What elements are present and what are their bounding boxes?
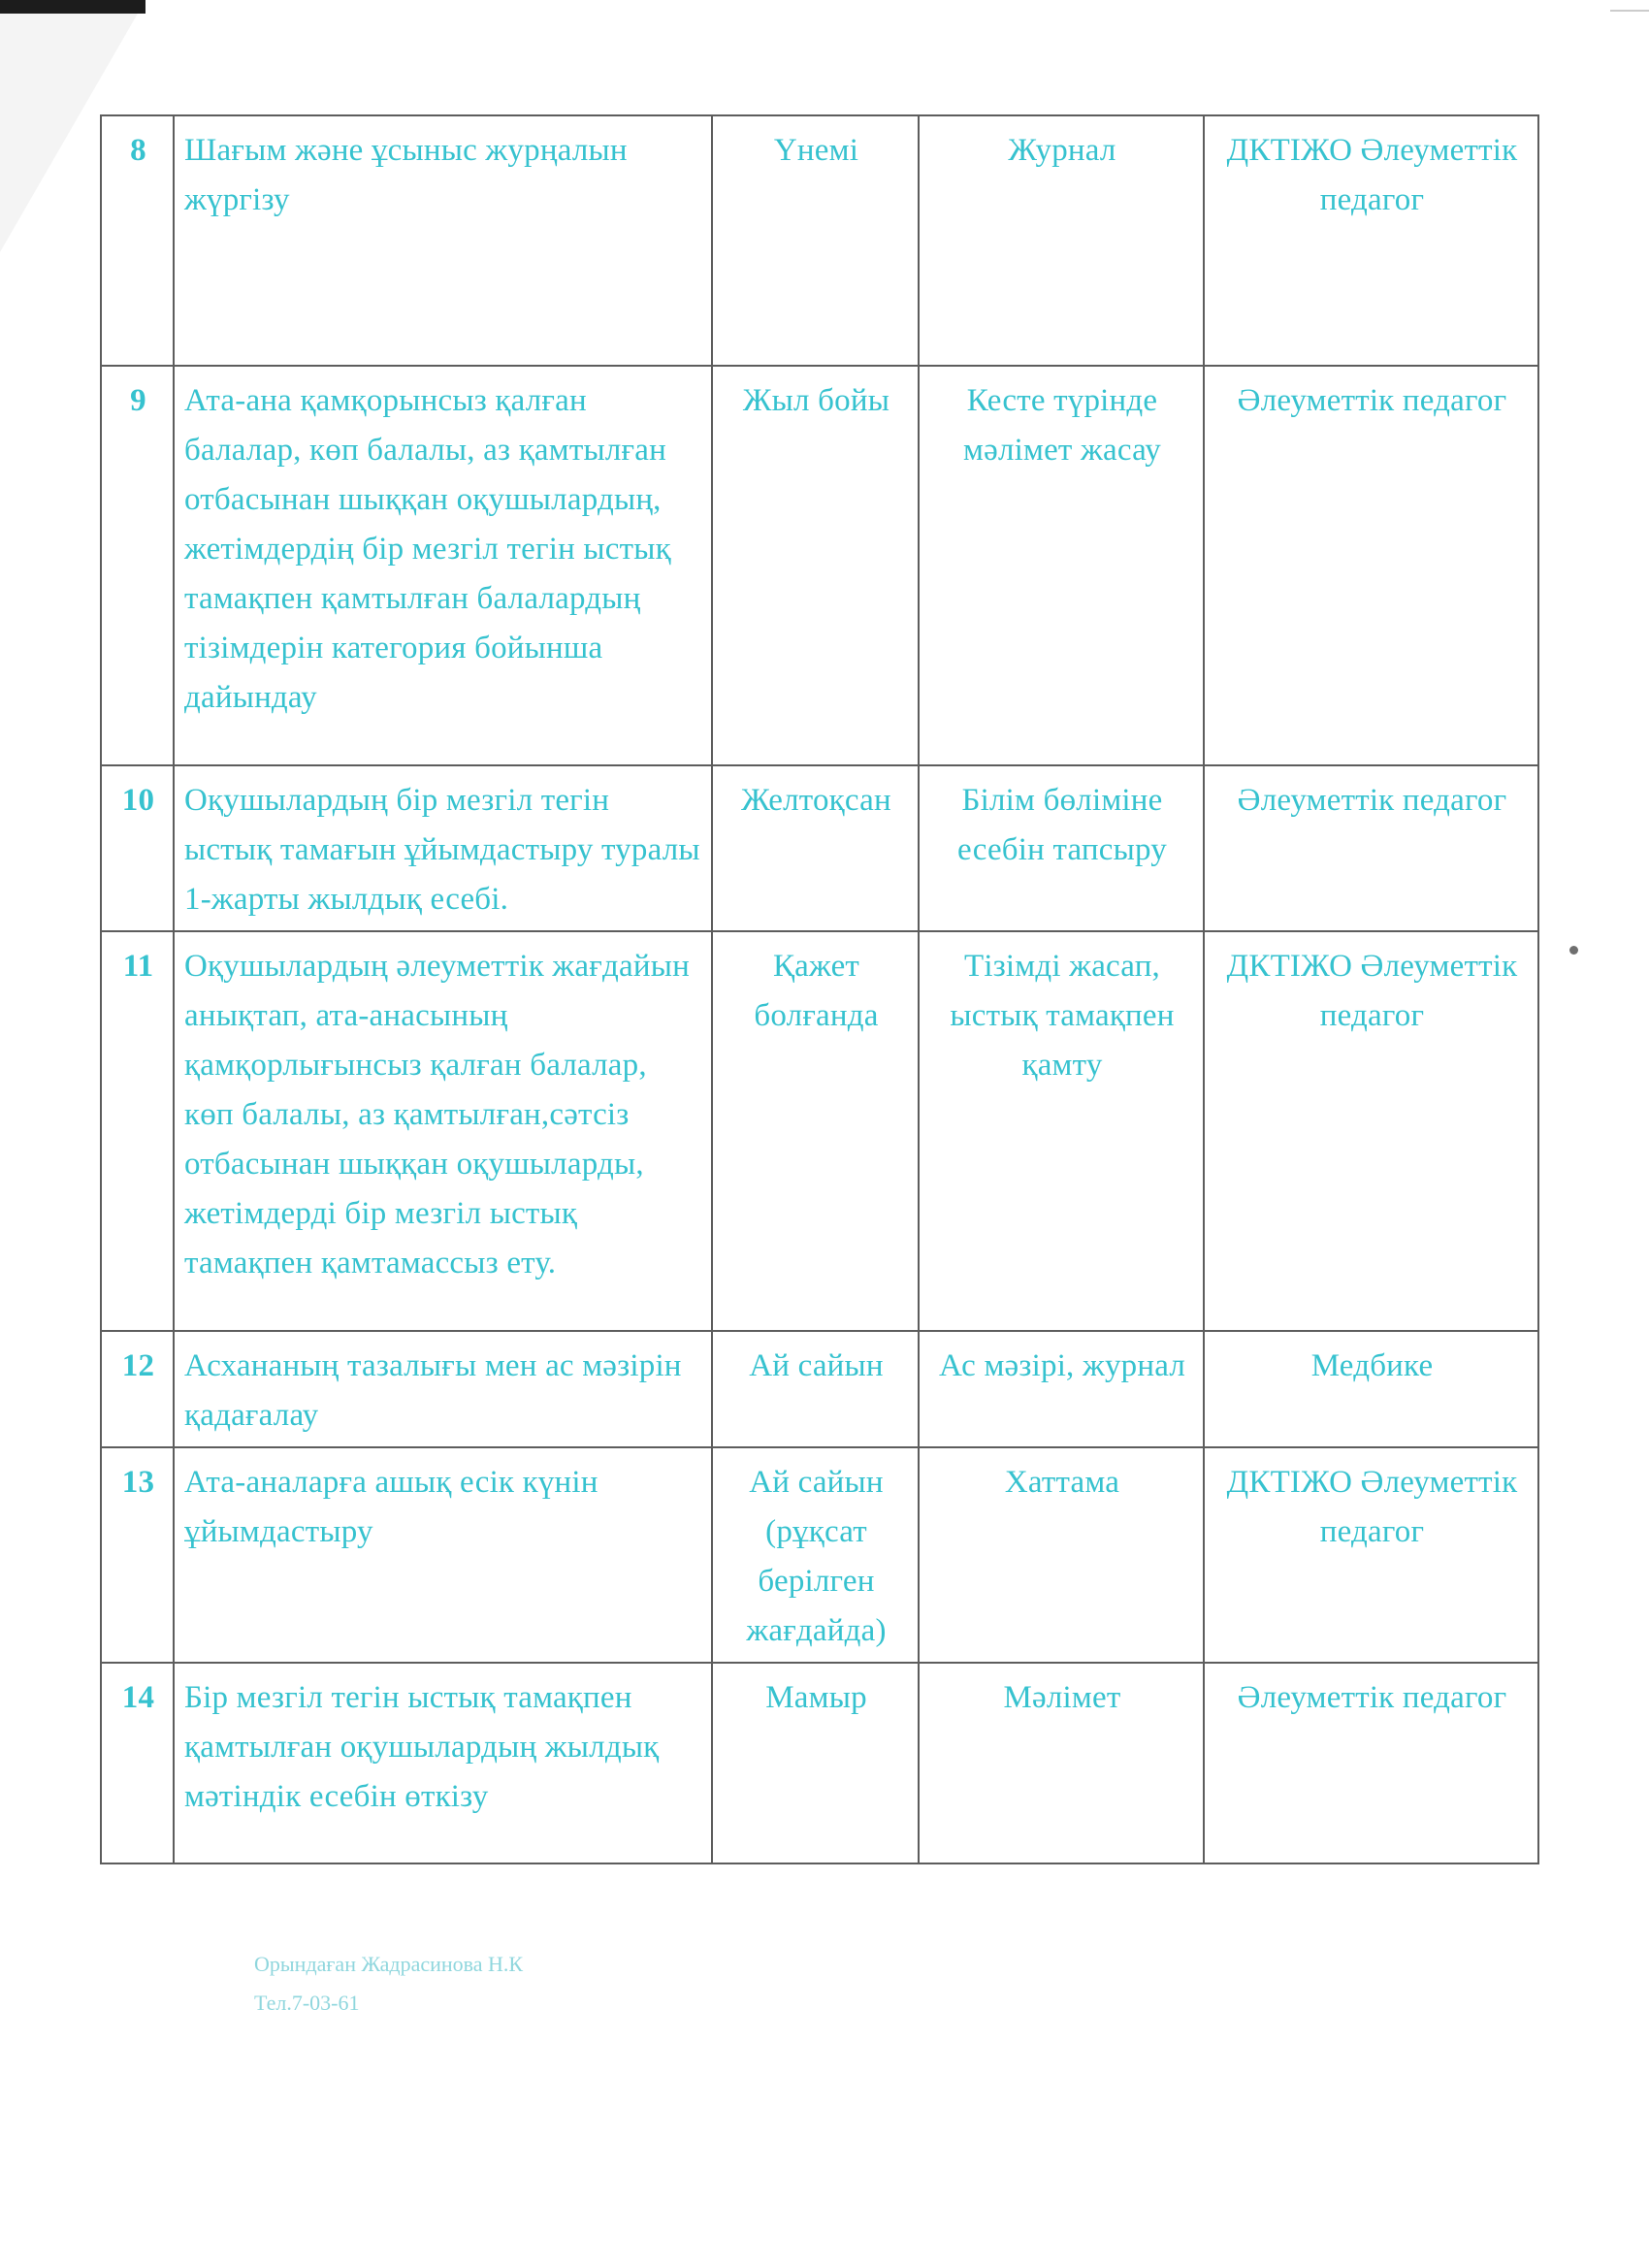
row-task: Бір мезгіл тегін ыстық тамақпен қамтылған оқушылардың жылдық мәтіндік есебін өткізу bbox=[174, 1663, 712, 1863]
row-when: Мамыр bbox=[712, 1663, 919, 1863]
scan-corner-mark bbox=[0, 0, 146, 14]
plan-table bbox=[100, 114, 1539, 1864]
table-row bbox=[101, 1447, 1538, 1663]
row-number: 10 bbox=[101, 765, 174, 931]
row-number: 11 bbox=[101, 931, 174, 1331]
table-row bbox=[101, 115, 1538, 366]
row-form: Тізімді жасап, ыстық тамақпен қамту bbox=[919, 931, 1204, 1331]
performer-line: Орындаған Жадрасинова Н.К bbox=[254, 1952, 524, 1976]
table-row bbox=[101, 366, 1538, 765]
row-responsible: Медбике bbox=[1204, 1331, 1538, 1447]
row-task: Ата-ана қамқорынсыз қалған балалар, көп балалы, аз қамтылған отбасынан шыққан оқушылардың, жетімдердің бір мезгіл тегін ыстық тамақпен қамтылған балалардың тізімдерін категория бойынша дайындау bbox=[174, 366, 712, 765]
row-when: Үнемі bbox=[712, 115, 919, 366]
scan-speck bbox=[1569, 946, 1578, 955]
table-row bbox=[101, 765, 1538, 931]
row-task: Ата-аналарға ашық есік күнін ұйымдастыру bbox=[174, 1447, 712, 1663]
row-when: Ай сайын (рұқсат берілген жағдайда) bbox=[712, 1447, 919, 1663]
row-task: Оқушылардың әлеуметтік жағдайын анықтап, ата-анасының қамқорлығынсыз қалған балалар, көп балалы, аз қамтылған,сәтсіз отбасынан шыққан оқушыларды, жетімдерді бір мезгіл ыстық тамақпен қамтамассыз ету. bbox=[174, 931, 712, 1331]
row-responsible: ДКТІЖО Әлеуметтік педагог bbox=[1204, 115, 1538, 366]
row-responsible: ДКТІЖО Әлеуметтік педагог bbox=[1204, 1447, 1538, 1663]
signature-block bbox=[254, 1945, 523, 2023]
row-form: Білім бөліміне есебін тапсыру bbox=[919, 765, 1204, 931]
row-form: Хаттама bbox=[919, 1447, 1204, 1663]
row-responsible: ДКТІЖО Әлеуметтік педагог bbox=[1204, 931, 1538, 1331]
row-form: Ас мәзірі, журнал bbox=[919, 1331, 1204, 1447]
row-when: Қажет болғанда bbox=[712, 931, 919, 1331]
scan-edge-mark bbox=[1610, 10, 1649, 12]
row-number: 12 bbox=[101, 1331, 174, 1447]
table-row bbox=[101, 931, 1538, 1331]
row-task: Шағым және ұсыныс журңалын жүргізу bbox=[174, 115, 712, 366]
row-when: Жыл бойы bbox=[712, 366, 919, 765]
row-number: 14 bbox=[101, 1663, 174, 1863]
row-responsible: Әлеуметтік педагог bbox=[1204, 1663, 1538, 1863]
row-number: 9 bbox=[101, 366, 174, 765]
row-form: Кесте түрінде мәлімет жасау bbox=[919, 366, 1204, 765]
table-row bbox=[101, 1331, 1538, 1447]
phone-line: Тел.7-03-61 bbox=[254, 1991, 360, 2015]
row-task: Оқушылардың бір мезгіл тегін ыстық тамағын ұйымдастыру туралы 1-жарты жылдық есебі. bbox=[174, 765, 712, 931]
row-task: Асхананың тазалығы мен ас мәзірін қадағалау bbox=[174, 1331, 712, 1447]
row-when: Желтоқсан bbox=[712, 765, 919, 931]
row-number: 13 bbox=[101, 1447, 174, 1663]
row-responsible: Әлеуметтік педагог bbox=[1204, 366, 1538, 765]
table-row bbox=[101, 1663, 1538, 1863]
row-form: Журнал bbox=[919, 115, 1204, 366]
row-form: Мәлімет bbox=[919, 1663, 1204, 1863]
row-number: 8 bbox=[101, 115, 174, 366]
row-when: Ай сайын bbox=[712, 1331, 919, 1447]
row-responsible: Әлеуметтік педагог bbox=[1204, 765, 1538, 931]
